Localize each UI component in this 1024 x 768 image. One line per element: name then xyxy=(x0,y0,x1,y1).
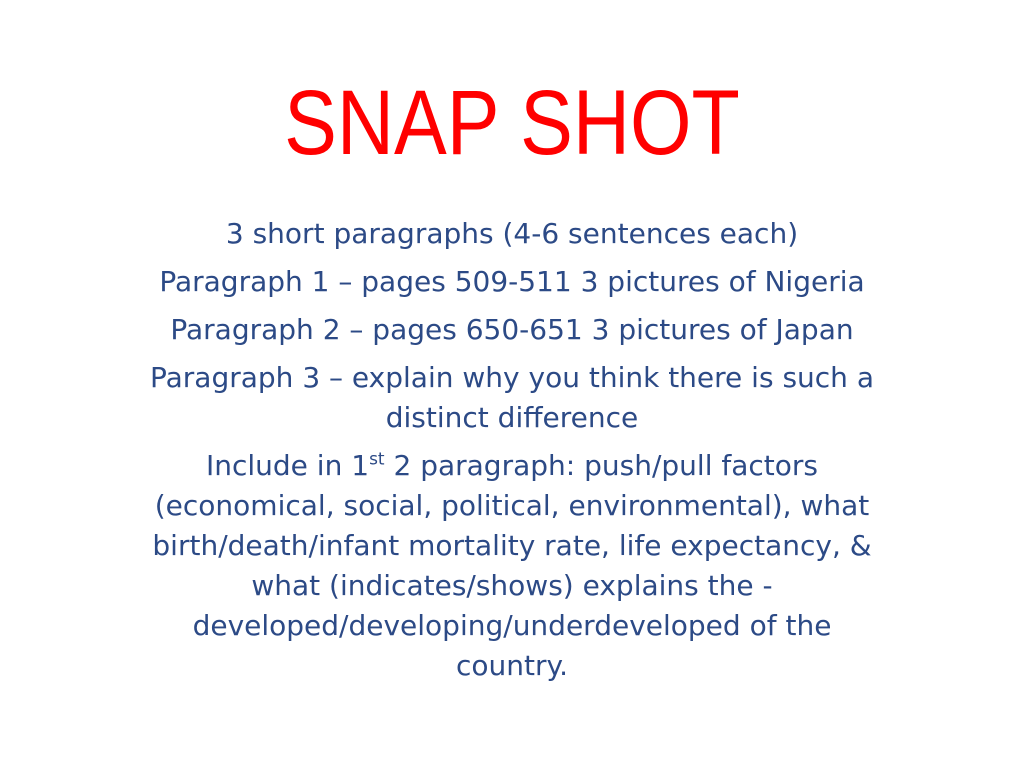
paragraph-3-line-2: distinct difference xyxy=(385,401,639,434)
body-line-paragraph-2: Paragraph 2 – pages 650-651 3 pictures of Japan xyxy=(170,313,854,346)
include-line-5: developed/developing/underdeveloped of the xyxy=(192,609,832,642)
slide-body xyxy=(60,214,964,694)
include-suffix: 2 paragraph: push/pull factors xyxy=(384,449,818,482)
body-line-paragraph-1: Paragraph 1 – pages 509-511 3 pictures of Nigeria xyxy=(159,265,865,298)
body-include-instructions xyxy=(60,446,964,686)
include-prefix: Include in 1 xyxy=(205,449,370,482)
include-line-1 xyxy=(60,446,964,486)
body-line-overview: 3 short paragraphs (4-6 sentences each) xyxy=(225,217,799,250)
include-line-3: birth/death/infant mortality rate, life expectancy, & xyxy=(152,529,872,562)
body-paragraph-3 xyxy=(60,358,964,438)
slide-title: SNAP SHOT xyxy=(284,72,740,174)
include-line-6: country. xyxy=(456,649,568,682)
include-line-2: (economical, social, political, environmental), what xyxy=(154,489,870,522)
include-superscript: st xyxy=(369,449,385,470)
paragraph-3-line-1: Paragraph 3 – explain why you think there is such a xyxy=(150,361,874,394)
include-line-4: what (indicates/shows) explains the - xyxy=(251,569,773,602)
